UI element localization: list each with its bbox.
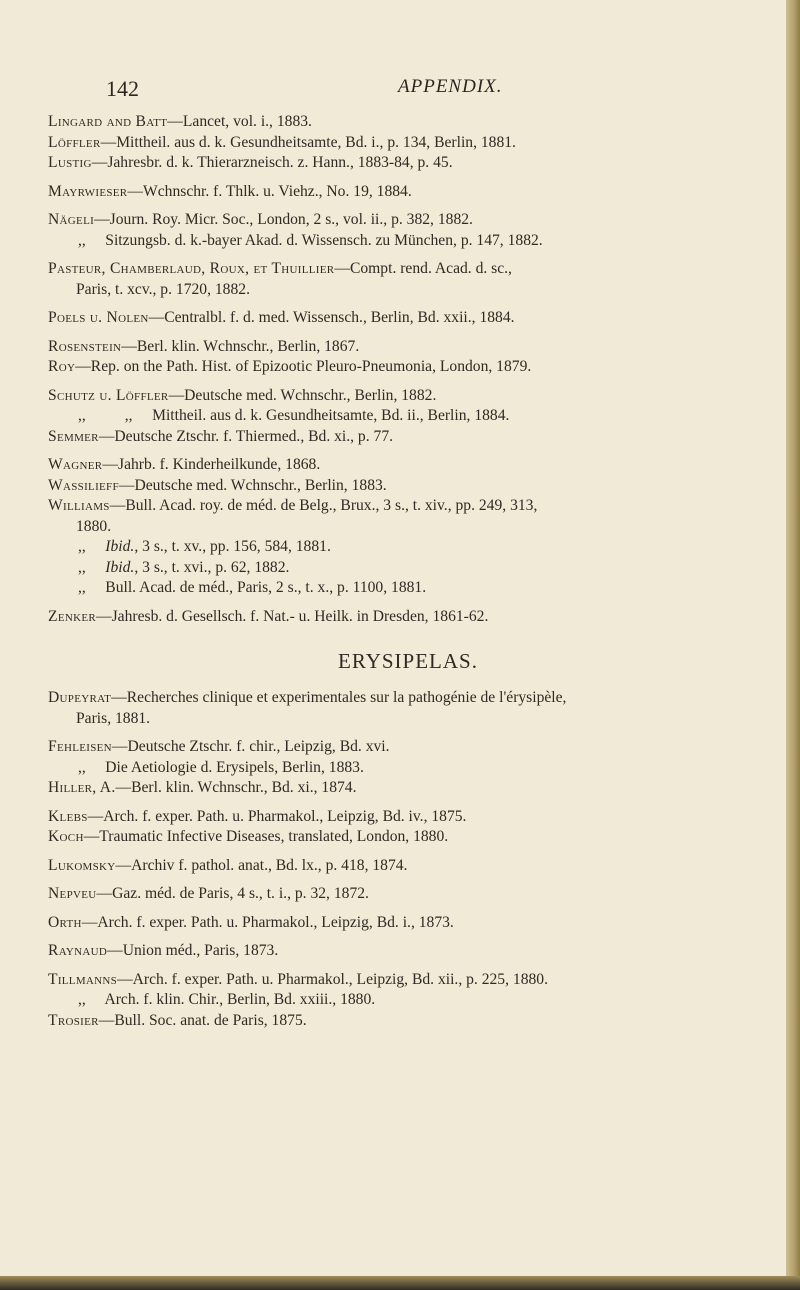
bibliography-list-erysipelas: [48, 688, 768, 1031]
entry-continuation: 1880.: [76, 517, 112, 535]
bibliography: [48, 112, 768, 1031]
bibliography-entry: [48, 737, 768, 758]
entry-author: Nepveu: [48, 885, 97, 902]
entry-citation: Mittheil. aus d. k. Gesundheitsamte, Bd. ii., Berlin, 1884.: [152, 407, 510, 424]
bibliography-entry: [48, 1011, 768, 1032]
ditto-mark: ,,: [78, 538, 86, 555]
bibliography-entry: [48, 133, 768, 154]
entry-author: Roy: [48, 358, 76, 375]
bibliography-entry: [48, 537, 768, 558]
bibliography-entry: [48, 337, 768, 358]
bibliography-entry: [48, 455, 768, 476]
entry-citation: —Jahrb. f. Kinderheilkunde, 1868.: [102, 456, 321, 473]
bibliography-entry: [48, 496, 768, 537]
entry-citation: Die Aetiologie d. Erysipels, Berlin, 1883.: [105, 758, 364, 776]
entry-author: Orth: [48, 913, 82, 931]
bibliography-list-general: [48, 112, 768, 627]
entry-author: Löffler: [48, 133, 101, 151]
running-head: APPENDIX.: [398, 76, 503, 97]
entry-author: Fehleisen: [48, 738, 112, 755]
entry-author: Lukomsky: [48, 856, 116, 874]
entry-author: Nägeli: [48, 211, 95, 228]
entry-citation: —Deutsche med. Wchnschr., Berlin, 1883.: [118, 476, 387, 494]
entry-citation: —Berl. klin. Wchnschr., Bd. xi., 1874.: [115, 779, 357, 796]
bibliography-entry: [48, 182, 768, 203]
entry-citation: —Arch. f. exper. Path. u. Pharmakol., Leipzig, Bd. i., 1873.: [81, 913, 454, 931]
page-bottom-edge: [0, 1276, 800, 1290]
entry-citation: —Berl. klin. Wchnschr., Berlin, 1867.: [121, 337, 360, 355]
entry-citation: —Arch. f. exper. Path. u. Pharmakol., Leipzig, Bd. xii., p. 225, 1880.: [117, 970, 548, 988]
entry-author: Wassilieff: [48, 476, 119, 494]
entry-citation: —Wchnschr. f. Thlk. u. Viehz., No. 19, 1884.: [127, 182, 412, 200]
entry-citation: —Arch. f. exper. Path. u. Pharmakol., Leipzig, Bd. iv., 1875.: [87, 807, 467, 825]
entry-citation: —Compt. rend. Acad. d. sc.,: [334, 260, 512, 277]
bibliography-entry: [48, 153, 768, 174]
entry-citation: —Centralbl. f. d. med. Wissensch., Berlin, Bd. xxii., 1884.: [148, 309, 515, 326]
bibliography-entry: [48, 856, 768, 877]
entry-citation: —Traumatic Infective Diseases, translated, London, 1880.: [83, 828, 449, 845]
bibliography-entry: [48, 357, 768, 378]
entry-citation: —Jahresbr. d. k. Thierarzneisch. z. Hann., 1883-84, p. 45.: [91, 154, 453, 171]
bibliography-entry: [48, 758, 768, 779]
entry-author: Lingard and Batt: [48, 113, 168, 130]
entry-citation: —Gaz. méd. de Paris, 4 s., t. i., p. 32, 1872.: [96, 885, 369, 902]
bibliography-entry: [48, 827, 768, 848]
entry-author: Raynaud: [48, 942, 108, 959]
entry-author: Tillmanns: [48, 970, 118, 988]
entry-author: Zenker: [48, 607, 96, 625]
bibliography-entry: [48, 688, 768, 729]
bibliography-entry: [48, 607, 768, 628]
bibliography-entry: [48, 990, 768, 1011]
bibliography-entry: [48, 578, 768, 599]
entry-author: Wagner: [48, 456, 103, 473]
entry-citation: —Lancet, vol. i., 1883.: [167, 113, 312, 130]
entry-continuation: Paris, t. xcv., p. 1720, 1882.: [76, 280, 250, 298]
entry-citation: —Mittheil. aus d. k. Gesundheitsamte, Bd. i., p. 134, Berlin, 1881.: [100, 133, 516, 151]
entry-author: Dupeyrat: [48, 689, 112, 706]
bibliography-entry: [48, 308, 768, 329]
page-header: [0, 76, 790, 106]
entry-author: Poels u. Nolen: [48, 309, 149, 326]
entry-citation: —Rep. on the Path. Hist. of Epizootic Pleuro-Pneumonia, London, 1879.: [75, 358, 532, 375]
entry-citation: —Deutsche Ztschr. f. chir., Leipzig, Bd. xvi.: [111, 738, 390, 755]
bibliography-entry: [48, 386, 768, 407]
page-number: 142: [106, 76, 139, 101]
entry-author: Semmer: [48, 427, 99, 445]
entry-citation: —Journ. Roy. Micr. Soc., London, 2 s., vol. ii., p. 382, 1882.: [94, 211, 473, 228]
entry-author: Schutz u. Löffler: [48, 386, 169, 404]
entry-author: Trosier: [48, 1011, 99, 1029]
bibliography-entry: [48, 259, 768, 300]
ditto-mark: ,,: [78, 579, 86, 596]
bibliography-entry: [48, 778, 768, 799]
entry-citation: —Union méd., Paris, 1873.: [107, 942, 279, 959]
bibliography-entry: [48, 231, 768, 252]
entry-author: Koch: [48, 828, 84, 845]
bibliography-entry: [48, 970, 768, 991]
book-spine-edge: [786, 0, 800, 1290]
entry-citation: —Archiv f. pathol. anat., Bd. lx., p. 418, 1874.: [115, 856, 408, 874]
bibliography-entry: [48, 427, 768, 448]
bibliography-entry: [48, 476, 768, 497]
ditto-mark: ,, ,,: [78, 407, 133, 424]
entry-citation: —Bull. Soc. anat. de Paris, 1875.: [98, 1011, 307, 1029]
entry-author: Williams: [48, 497, 110, 514]
bibliography-entry: [48, 884, 768, 905]
bibliography-entry: [48, 558, 768, 579]
entry-citation: —Jahresb. d. Gesellsch. f. Nat.- u. Heilk. in Dresden, 1861-62.: [96, 607, 489, 625]
entry-citation: Bull. Acad. de méd., Paris, 2 s., t. x., p. 1100, 1881.: [105, 579, 427, 596]
entry-author: Mayrwieser: [48, 182, 128, 200]
entry-citation: —Deutsche med. Wchnschr., Berlin, 1882.: [168, 386, 437, 404]
bibliography-entry: [48, 112, 768, 133]
entry-author: Hiller, A.: [48, 779, 116, 796]
bibliography-entry: [48, 941, 768, 962]
entry-author: Pasteur, Chamberlaud, Roux, et Thuillier: [48, 260, 335, 277]
entry-ibid: Ibid.: [105, 538, 135, 555]
ditto-mark: ,,: [78, 231, 86, 249]
ditto-mark: ,,: [78, 758, 86, 776]
entry-citation: —Deutsche Ztschr. f. Thiermed., Bd. xi., p. 77.: [98, 427, 394, 445]
entry-citation: —Recherches clinique et experimentales sur la pathogénie de l'érysipèle,: [111, 689, 567, 706]
bibliography-entry: [48, 913, 768, 934]
entry-citation: , 3 s., t. xvi., p. 62, 1882.: [134, 558, 290, 576]
bibliography-entry: [48, 406, 768, 427]
ditto-mark: ,,: [78, 991, 86, 1008]
entry-ibid: Ibid.: [105, 558, 135, 576]
bibliography-entry: [48, 807, 768, 828]
section-title-erysipelas: ERYSIPELAS.: [338, 649, 478, 673]
entry-author: Lustig: [48, 154, 92, 171]
entry-citation: , 3 s., t. xv., pp. 156, 584, 1881.: [134, 538, 331, 555]
bibliography-entry: [48, 210, 768, 231]
entry-citation: —Bull. Acad. roy. de méd. de Belg., Brux., 3 s., t. xiv., pp. 249, 313,: [109, 497, 538, 514]
entry-citation: Sitzungsb. d. k.-bayer Akad. d. Wissensch. zu München, p. 147, 1882.: [105, 231, 543, 249]
entry-citation: Arch. f. klin. Chir., Berlin, Bd. xxiii., 1880.: [104, 991, 376, 1008]
entry-continuation: Paris, 1881.: [76, 709, 151, 727]
entry-author: Rosenstein: [48, 337, 122, 355]
ditto-mark: ,,: [78, 558, 86, 576]
entry-author: Klebs: [48, 807, 88, 825]
